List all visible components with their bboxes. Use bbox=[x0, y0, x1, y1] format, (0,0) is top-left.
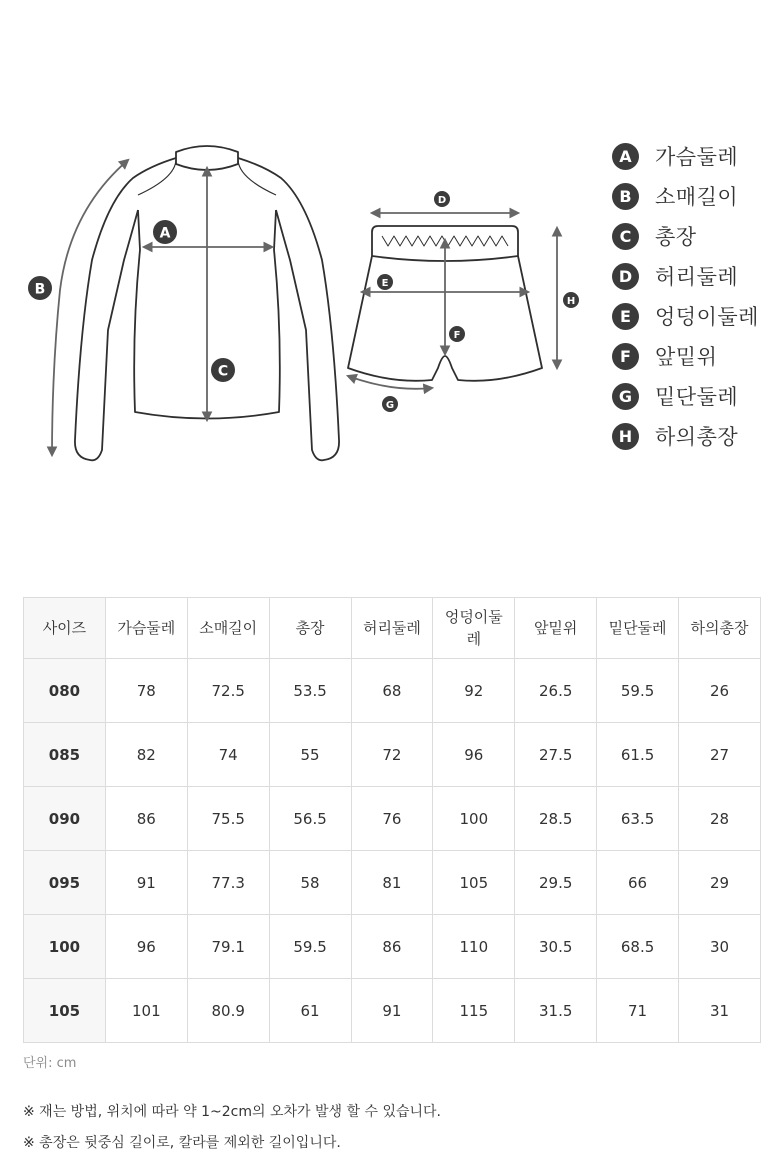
header-size: 사이즈 bbox=[24, 598, 106, 659]
table-cell: 61.5 bbox=[597, 723, 679, 787]
marker-f bbox=[449, 326, 465, 342]
legend-label: 엉덩이둘레 bbox=[655, 305, 759, 329]
table-cell: 75.5 bbox=[187, 787, 269, 851]
table-cell: 81 bbox=[351, 851, 433, 915]
legend-badge: F bbox=[612, 343, 639, 370]
size-cell: 095 bbox=[24, 851, 106, 915]
table-cell: 72.5 bbox=[187, 659, 269, 723]
size-cell: 100 bbox=[24, 915, 106, 979]
size-cell: 105 bbox=[24, 979, 106, 1043]
marker-a bbox=[153, 220, 177, 244]
table-cell: 86 bbox=[105, 787, 187, 851]
legend-label: 허리둘레 bbox=[655, 265, 739, 289]
table-header-row bbox=[24, 598, 761, 659]
size-table bbox=[23, 597, 761, 1043]
legend-badge: C bbox=[612, 223, 639, 250]
legend-item-b bbox=[612, 176, 759, 216]
svg-text:F: F bbox=[453, 330, 461, 341]
table-cell: 30.5 bbox=[515, 915, 597, 979]
legend-badge: A bbox=[612, 143, 639, 170]
table-cell: 96 bbox=[433, 723, 515, 787]
size-cell: 090 bbox=[24, 787, 106, 851]
table-cell: 26 bbox=[679, 659, 761, 723]
table-cell: 96 bbox=[105, 915, 187, 979]
legend-item-h bbox=[612, 416, 759, 456]
legend-label: 총장 bbox=[655, 225, 697, 249]
table-cell: 53.5 bbox=[269, 659, 351, 723]
legend-item-g bbox=[612, 376, 759, 416]
table-cell: 29 bbox=[679, 851, 761, 915]
table-row bbox=[24, 723, 761, 787]
marker-d bbox=[434, 191, 450, 207]
table-cell: 66 bbox=[597, 851, 679, 915]
table-cell: 115 bbox=[433, 979, 515, 1043]
table-cell: 77.3 bbox=[187, 851, 269, 915]
header-hip: 엉덩이둘 레 bbox=[433, 598, 515, 659]
table-cell: 28 bbox=[679, 787, 761, 851]
table-cell: 29.5 bbox=[515, 851, 597, 915]
table-cell: 78 bbox=[105, 659, 187, 723]
legend-badge: H bbox=[612, 423, 639, 450]
legend-item-d bbox=[612, 256, 759, 296]
table-cell: 59.5 bbox=[597, 659, 679, 723]
table-cell: 80.9 bbox=[187, 979, 269, 1043]
note-line: ※ 총장은 뒷중심 길이로, 칼라를 제외한 길이입니다. bbox=[23, 1135, 341, 1151]
table-cell: 91 bbox=[105, 851, 187, 915]
measurement-legend bbox=[612, 136, 759, 456]
svg-text:C: C bbox=[217, 363, 229, 380]
table-cell: 68.5 bbox=[597, 915, 679, 979]
table-cell: 91 bbox=[351, 979, 433, 1043]
legend-label: 밑단둘레 bbox=[655, 385, 739, 409]
table-cell: 61 bbox=[269, 979, 351, 1043]
table-cell: 28.5 bbox=[515, 787, 597, 851]
svg-text:A: A bbox=[159, 225, 171, 242]
legend-badge: B bbox=[612, 183, 639, 210]
table-row bbox=[24, 659, 761, 723]
note-line: ※ 재는 방법, 위치에 따라 약 1~2cm의 오차가 발생 할 수 있습니다. bbox=[23, 1104, 441, 1120]
marker-e bbox=[377, 274, 393, 290]
legend-badge: E bbox=[612, 303, 639, 330]
table-cell: 74 bbox=[187, 723, 269, 787]
table-cell: 68 bbox=[351, 659, 433, 723]
table-row bbox=[24, 851, 761, 915]
legend-label: 앞밑위 bbox=[655, 345, 718, 369]
table-cell: 31 bbox=[679, 979, 761, 1043]
svg-text:G: G bbox=[385, 400, 395, 411]
legend-item-c bbox=[612, 216, 759, 256]
header-length: 총장 bbox=[269, 598, 351, 659]
measurement-notes bbox=[23, 1100, 441, 1162]
table-cell: 55 bbox=[269, 723, 351, 787]
marker-b bbox=[28, 276, 52, 300]
svg-text:E: E bbox=[381, 278, 389, 289]
table-cell: 30 bbox=[679, 915, 761, 979]
table-cell: 86 bbox=[351, 915, 433, 979]
table-cell: 63.5 bbox=[597, 787, 679, 851]
table-cell: 31.5 bbox=[515, 979, 597, 1043]
header-front-rise: 앞밑위 bbox=[515, 598, 597, 659]
header-sleeve: 소매길이 bbox=[187, 598, 269, 659]
legend-label: 소매길이 bbox=[655, 185, 739, 209]
size-cell: 080 bbox=[24, 659, 106, 723]
table-cell: 58 bbox=[269, 851, 351, 915]
legend-label: 가슴둘레 bbox=[655, 145, 739, 169]
legend-item-f bbox=[612, 336, 759, 376]
table-cell: 79.1 bbox=[187, 915, 269, 979]
table-cell: 100 bbox=[433, 787, 515, 851]
table-cell: 71 bbox=[597, 979, 679, 1043]
table-cell: 26.5 bbox=[515, 659, 597, 723]
table-cell: 72 bbox=[351, 723, 433, 787]
table-cell: 76 bbox=[351, 787, 433, 851]
table-cell: 101 bbox=[105, 979, 187, 1043]
legend-badge: G bbox=[612, 383, 639, 410]
unit-note: 단위: cm bbox=[23, 1056, 77, 1071]
table-cell: 56.5 bbox=[269, 787, 351, 851]
table-cell: 110 bbox=[433, 915, 515, 979]
table-cell: 27 bbox=[679, 723, 761, 787]
svg-text:H: H bbox=[566, 296, 576, 307]
table-cell: 105 bbox=[433, 851, 515, 915]
legend-item-a bbox=[612, 136, 759, 176]
legend-badge: D bbox=[612, 263, 639, 290]
header-chest: 가슴둘레 bbox=[105, 598, 187, 659]
marker-g bbox=[382, 396, 398, 412]
legend-label: 하의총장 bbox=[655, 425, 739, 449]
size-cell: 085 bbox=[24, 723, 106, 787]
table-row bbox=[24, 915, 761, 979]
header-bottom-length: 하의총장 bbox=[679, 598, 761, 659]
table-row bbox=[24, 979, 761, 1043]
svg-text:D: D bbox=[437, 195, 447, 206]
marker-h bbox=[563, 292, 579, 308]
svg-text:B: B bbox=[34, 281, 46, 298]
marker-c bbox=[211, 358, 235, 382]
table-cell: 92 bbox=[433, 659, 515, 723]
table-row bbox=[24, 787, 761, 851]
table-cell: 82 bbox=[105, 723, 187, 787]
legend-item-e bbox=[612, 296, 759, 336]
header-hem: 밑단둘레 bbox=[597, 598, 679, 659]
header-waist: 허리둘레 bbox=[351, 598, 433, 659]
table-cell: 59.5 bbox=[269, 915, 351, 979]
table-cell: 27.5 bbox=[515, 723, 597, 787]
